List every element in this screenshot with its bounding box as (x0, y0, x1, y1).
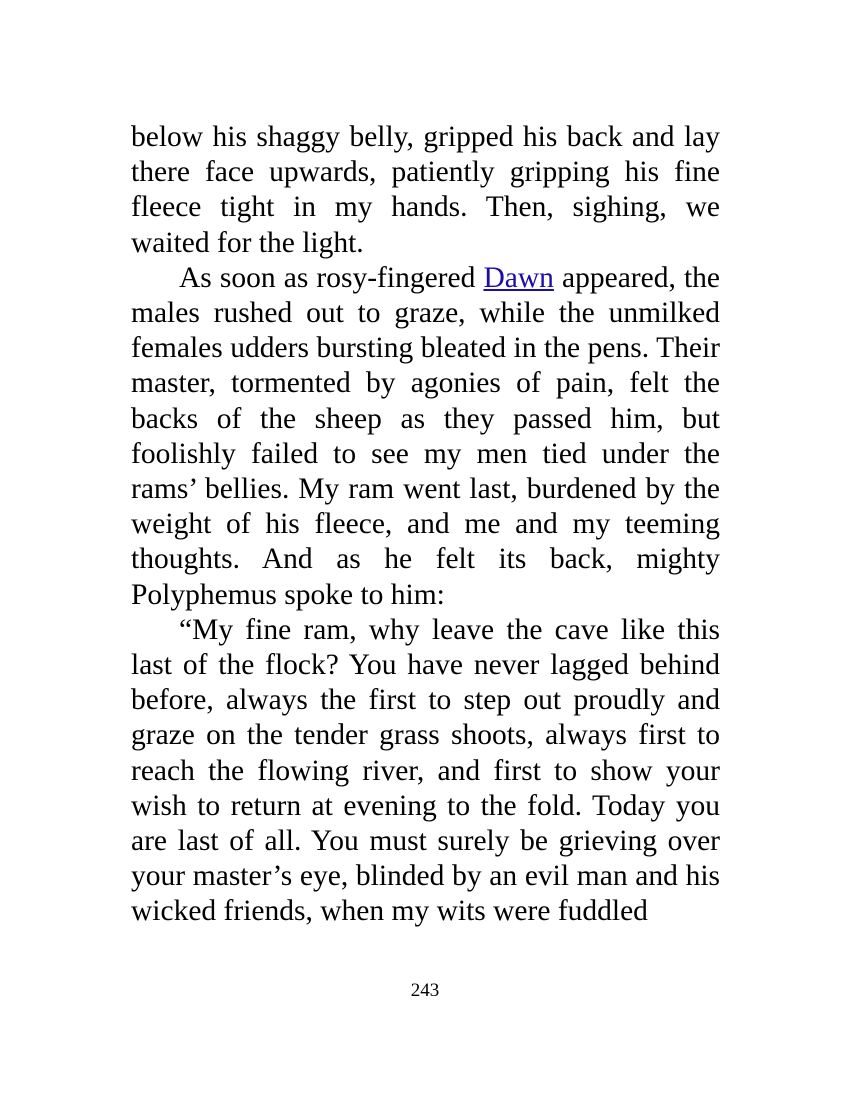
paragraph-1 (131, 120, 720, 261)
paragraph-3-text: “My fine ram, why leave the cave like this last of the flock? You have never lagged behind before, always the first to step out proudly and graze on the tender grass shoots, always first to reach the flowing river, and first to show your wish to return at evening to the fold. Today you are last of all. You must surely be grieving over your master’s eye, blinded by an evil man and his wicked friends, when my wits were fuddled (131, 613, 720, 928)
paragraph-2-text-start: As soon as rosy-fingered (179, 261, 484, 294)
paragraph-1-text: below his shaggy belly, gripped his back and lay there face upwards, patiently gripping his fine fleece tight in my hands. Then, sighing, we waited for the light. (131, 121, 720, 259)
dawn-link[interactable]: Dawn (483, 261, 554, 294)
paragraph-3 (131, 613, 720, 930)
page-number: 243 (410, 980, 440, 1001)
body-text (131, 120, 720, 930)
paragraph-2-text-rest: appeared, the males rushed out to graze, while the unmilked females udders bursting bleated in the pens. Their master, tormented by agonies of pain, felt the backs of the sheep as they passed him, but foolishly failed to see my men tied under the rams’ bellies. My ram went last, burdened by the weight of his fleece, and me and my teeming thoughts. And as he felt its back, mighty Polyphemus spoke to him: (131, 261, 720, 611)
paragraph-2 (131, 261, 720, 613)
